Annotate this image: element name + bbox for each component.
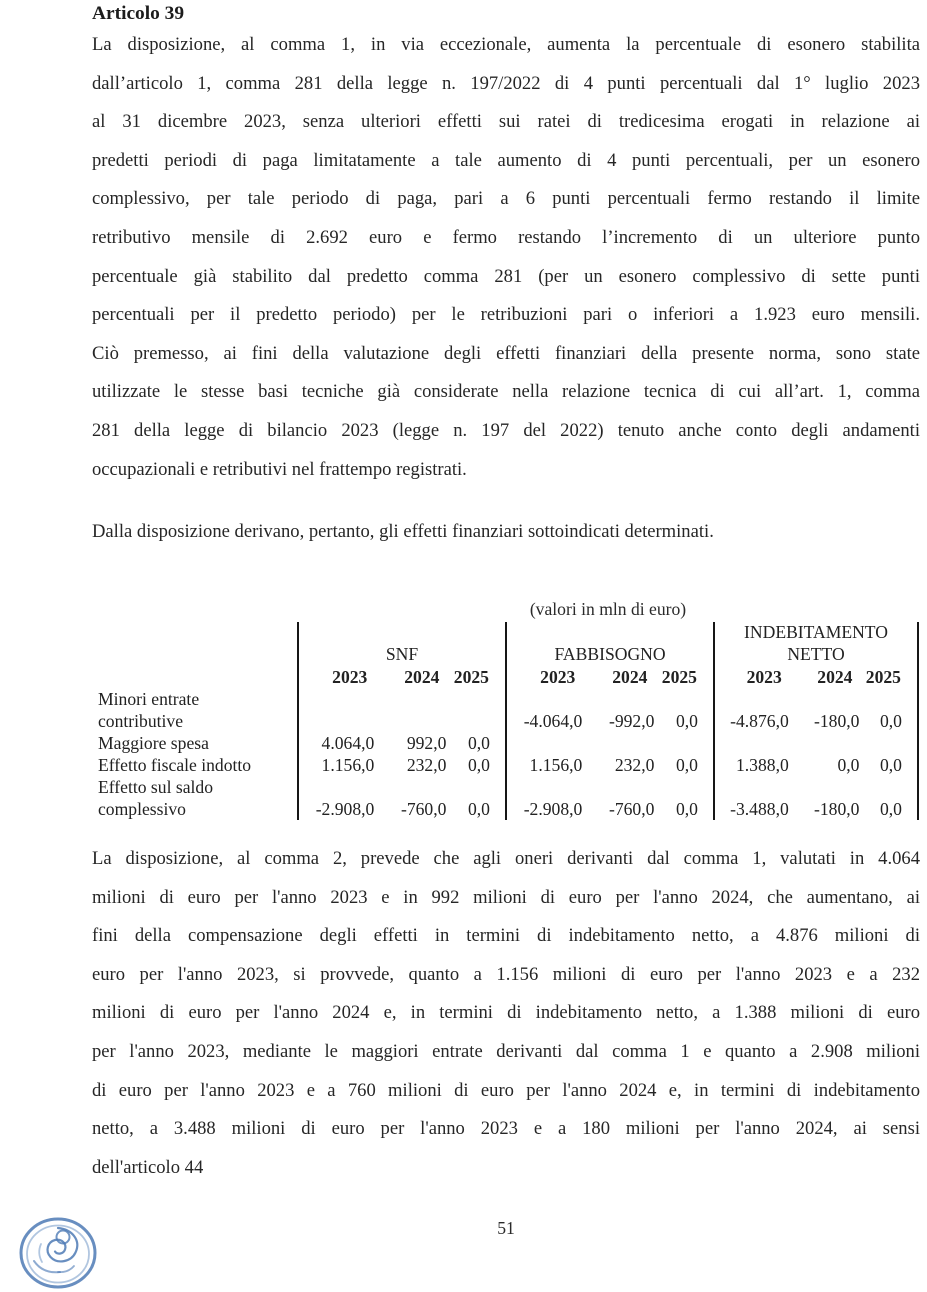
group-header: INDEBITAMENTO NETTO xyxy=(744,622,888,664)
table-value: -3.488,0 xyxy=(730,799,789,819)
table-row xyxy=(92,666,920,688)
table-group-cell xyxy=(297,622,505,666)
table-caption: (valori in mln di euro) xyxy=(529,599,687,619)
page-number: 51 xyxy=(497,1218,515,1238)
group-header: SNF xyxy=(385,643,419,664)
table-value: 2024 xyxy=(404,667,440,687)
table-value: -760,0 xyxy=(608,799,655,819)
text-line: percentuale già stabilito dal predetto comma 281 (per un esonero complessivo di sette punti xyxy=(92,265,920,287)
table-value: 0,0 xyxy=(879,711,902,731)
article-title: Articolo 39 xyxy=(92,3,185,24)
text-line: netto, a 3.488 milioni di euro per l'anno 2023 e a 180 milioni per l'anno 2024, ai sensi xyxy=(92,1118,920,1140)
table-group-cell xyxy=(297,776,505,820)
table-group-cell xyxy=(713,666,919,688)
text-line: fini della compensazione degli effetti in termini di indebitamento netto, a 4.876 milioni di xyxy=(92,925,920,947)
table-group-cell xyxy=(505,688,713,732)
table-value: -2.908,0 xyxy=(523,799,583,819)
text-line: Ciò premesso, ai fini della valutazione degli effetti finanziari della presente norma, sono state xyxy=(92,342,920,364)
row-label: Maggiore spesa xyxy=(98,733,209,753)
text-line: euro per l'anno 2023, si provvede, quanto a 1.156 milioni di euro per l'anno 2023 e a 232 xyxy=(92,963,920,985)
paragraph-table-intro xyxy=(92,513,920,552)
text-line: occupazionali e retributivi nel frattempo registrati. xyxy=(92,458,467,480)
table-group-cell xyxy=(505,622,713,666)
text-line: Dalla disposizione derivano, pertanto, gli effetti finanziari sottoindicati determinati. xyxy=(92,521,714,542)
table-group-cell xyxy=(713,688,919,732)
table-value: -760,0 xyxy=(400,799,447,819)
table-value: 0,0 xyxy=(467,733,490,753)
table-value: 0,0 xyxy=(467,799,490,819)
text-line: predetti periodi di paga limitatamente a tale aumento di 4 punti percentuali, per un esonero xyxy=(92,149,920,171)
table-group-cell xyxy=(713,776,919,820)
row-label: Effetto fiscale indotto xyxy=(98,755,252,775)
table-value: -4.876,0 xyxy=(730,711,789,731)
financial-effects-table xyxy=(92,622,920,820)
table-value: -180,0 xyxy=(814,799,860,819)
text-line: per l'anno 2023, mediante le maggiori entrate derivanti dal comma 1 e quanto a 2.908 milioni xyxy=(92,1040,920,1062)
text-line: La disposizione, al comma 2, prevede che agli oneri derivanti dal comma 1, valutati in 4.064 xyxy=(92,848,920,869)
official-seal-stamp-icon xyxy=(14,1214,102,1292)
table-value: 0,0 xyxy=(879,755,902,775)
text-line: dell'articolo 44 xyxy=(92,1156,204,1178)
text-line: al 31 dicembre 2023, senza ulteriori effetti sui ratei di tredicesima erogati in relazione ai xyxy=(92,111,920,133)
text-line: complessivo, per tale periodo di paga, pari a 6 punti percentuali fermo restando il limite xyxy=(92,188,920,210)
table-value: 0,0 xyxy=(467,755,490,775)
table-value: -180,0 xyxy=(814,711,860,731)
text-line: di euro per l'anno 2023 e a 760 milioni di euro per l'anno 2024 e, in termini di indebitamento xyxy=(92,1079,920,1101)
table-value: 0,0 xyxy=(675,755,698,775)
table-group-cell xyxy=(297,754,505,776)
table-value: 2023 xyxy=(746,667,782,687)
table-value: 0,0 xyxy=(879,799,902,819)
text-line: 281 della legge di bilancio 2023 (legge n. 197 del 2022) tenuto anche conto degli andamenti xyxy=(92,419,920,441)
text-line: milioni di euro per l'anno 2023 e in 992 milioni di euro per l'anno 2024, che aumentano, ai xyxy=(92,886,920,908)
table-value: -992,0 xyxy=(608,711,655,731)
row-label: Effetto sul saldo complessivo xyxy=(98,777,213,819)
table-group-cell xyxy=(297,732,505,754)
table-row xyxy=(92,688,920,732)
table-value: 232,0 xyxy=(614,755,655,775)
table-value: 0,0 xyxy=(675,799,698,819)
paragraph-comma1 xyxy=(92,26,920,489)
table-value: 2024 xyxy=(817,667,853,687)
table-group-cell xyxy=(297,666,505,688)
table-value: 2024 xyxy=(612,667,648,687)
table-group-cell xyxy=(505,754,713,776)
paragraph-comma2 xyxy=(92,840,920,1187)
row-label: Minori entrate contributive xyxy=(98,689,200,731)
table-group-cell xyxy=(505,732,713,754)
group-header: FABBISOGNO xyxy=(554,643,666,664)
table-group-cell xyxy=(713,622,919,666)
table-row xyxy=(92,776,920,820)
table-value: 2025 xyxy=(865,667,901,687)
table-value: 1.156,0 xyxy=(529,755,583,775)
text-line: utilizzate le stesse basi tecniche già considerate nella relazione tecnica di cui all’art. 1, comma xyxy=(92,381,920,403)
table-group-cell xyxy=(505,776,713,820)
table-value: 0,0 xyxy=(675,711,698,731)
row-label xyxy=(92,622,297,666)
table-value: 232,0 xyxy=(406,755,447,775)
table-value: -2.908,0 xyxy=(315,799,375,819)
table-group-cell xyxy=(505,666,713,688)
table-group-cell xyxy=(297,688,505,732)
table-group-cell xyxy=(713,754,919,776)
text-line: dall’articolo 1, comma 281 della legge n. 197/2022 di 4 punti percentuali dal 1° luglio 2023 xyxy=(92,72,920,94)
table-value: 2023 xyxy=(332,667,368,687)
table-value: 992,0 xyxy=(406,733,447,753)
text-line: La disposizione, al comma 1, in via eccezionale, aumenta la percentuale di esonero stabilita xyxy=(92,34,920,55)
row-label xyxy=(92,666,297,688)
table-value: 2025 xyxy=(661,667,697,687)
table-value: 2023 xyxy=(540,667,576,687)
table-value: 1.156,0 xyxy=(321,755,375,775)
text-line: retributivo mensile di 2.692 euro e fermo restando l’incremento di un ulteriore punto xyxy=(92,226,920,248)
table-value: -4.064,0 xyxy=(523,711,583,731)
table-value: 4.064,0 xyxy=(321,733,375,753)
text-line: percentuali per il predetto periodo) per le retribuzioni pari o inferiori a 1.923 euro mensili. xyxy=(92,304,920,326)
table-row xyxy=(92,622,920,666)
table-value: 2025 xyxy=(453,667,489,687)
table-row xyxy=(92,754,920,776)
table-row xyxy=(92,732,920,754)
text-line: milioni di euro per l'anno 2024 e, in termini di indebitamento netto, a 1.388 milioni di euro xyxy=(92,1002,920,1024)
table-value: 1.388,0 xyxy=(735,755,789,775)
table-value: 0,0 xyxy=(837,755,860,775)
table-group-cell xyxy=(713,732,919,754)
